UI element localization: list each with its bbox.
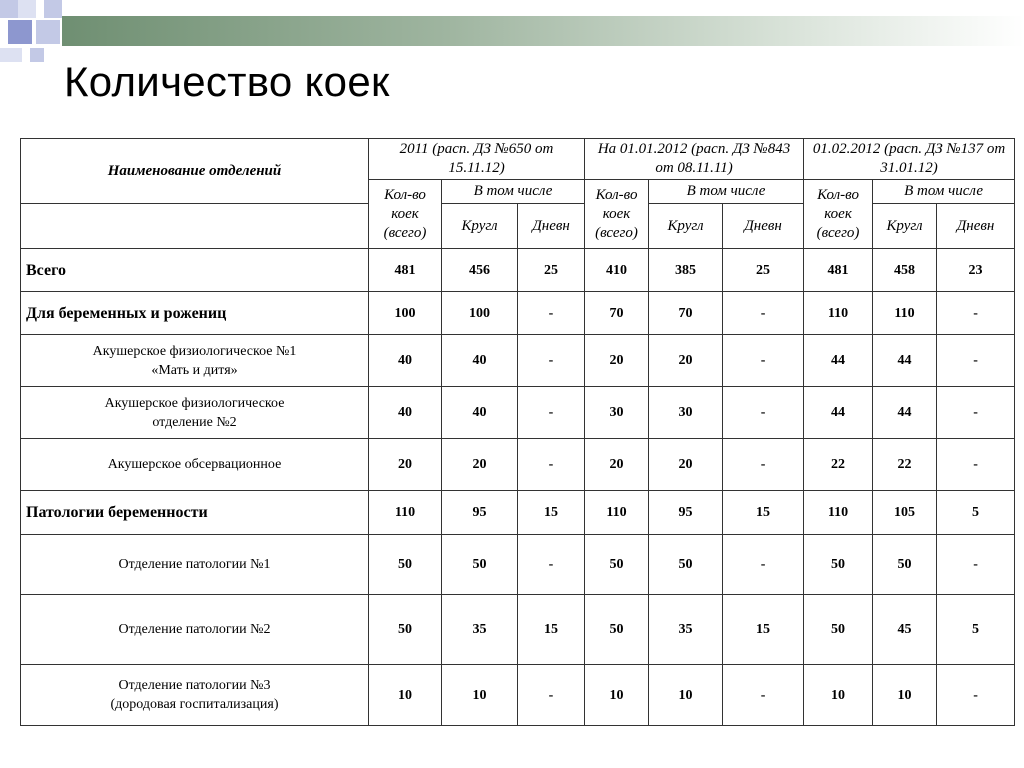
bed-count-cell: 15 <box>518 491 585 535</box>
bed-count-cell: 45 <box>873 595 937 665</box>
table-row <box>21 535 1015 595</box>
bed-count-cell: - <box>518 335 585 387</box>
bed-count-cell: 458 <box>873 249 937 292</box>
col-including-header: В том числе <box>442 180 585 204</box>
department-name-line: (дородовая госпитализация) <box>110 697 279 712</box>
bed-count-cell: - <box>518 535 585 595</box>
col-round-header: Кругл <box>873 204 937 249</box>
bed-count-cell: 95 <box>649 491 723 535</box>
bed-count-cell: 20 <box>649 335 723 387</box>
bed-count-cell: 40 <box>442 387 518 439</box>
bed-count-cell: 50 <box>873 535 937 595</box>
bed-count-cell: 105 <box>873 491 937 535</box>
department-name-line: Отделение патологии №1 <box>118 557 271 572</box>
col-day-header: Дневн <box>723 204 804 249</box>
department-name <box>21 292 369 335</box>
bed-count-cell: 22 <box>804 439 873 491</box>
bed-count-cell: - <box>723 665 804 726</box>
bed-count-cell: 110 <box>585 491 649 535</box>
department-name <box>21 535 369 595</box>
bed-count-cell: 100 <box>442 292 518 335</box>
bed-count-cell: 25 <box>518 249 585 292</box>
department-name <box>21 335 369 387</box>
department-name-line: Акушерское физиологическое <box>104 395 285 411</box>
bed-count-cell: - <box>937 292 1015 335</box>
decorative-square <box>0 0 18 18</box>
name-column-header: Наименование отделений <box>21 139 369 204</box>
department-name-line: «Мать и дитя» <box>151 362 238 378</box>
bed-count-cell: 50 <box>369 535 442 595</box>
bed-count-cell: 35 <box>442 595 518 665</box>
bed-count-cell: 50 <box>649 535 723 595</box>
decorative-square <box>36 20 60 44</box>
bed-count-cell: 40 <box>369 387 442 439</box>
bed-count-cell: 15 <box>723 595 804 665</box>
bed-count-cell: - <box>518 439 585 491</box>
table-row <box>21 387 1015 439</box>
bed-count-cell: 15 <box>518 595 585 665</box>
department-name <box>21 439 369 491</box>
bed-count-cell: - <box>723 439 804 491</box>
bed-count-cell: - <box>723 387 804 439</box>
period-header-01-01-2012: На 01.01.2012 (расп. ДЗ №843 от 08.11.11) <box>585 139 804 180</box>
bed-count-cell: - <box>723 535 804 595</box>
bed-count-cell: 44 <box>873 387 937 439</box>
bed-count-cell: 385 <box>649 249 723 292</box>
bed-count-cell: 5 <box>937 491 1015 535</box>
decorative-square <box>30 48 44 62</box>
bed-count-cell: 20 <box>585 439 649 491</box>
bed-count-cell: 70 <box>649 292 723 335</box>
bed-count-cell: 50 <box>442 535 518 595</box>
bed-count-cell: 410 <box>585 249 649 292</box>
col-day-header: Дневн <box>937 204 1015 249</box>
bed-count-cell: - <box>937 535 1015 595</box>
bed-count-cell: 50 <box>369 595 442 665</box>
bed-count-cell: 10 <box>369 665 442 726</box>
slide-title: Количество коек <box>64 58 390 105</box>
bed-count-cell: 20 <box>649 439 723 491</box>
bed-count-cell: 50 <box>804 595 873 665</box>
col-day-header: Дневн <box>518 204 585 249</box>
bed-count-cell: 10 <box>873 665 937 726</box>
bed-count-cell: - <box>937 665 1015 726</box>
department-name-line: Отделение патологии №2 <box>118 622 271 637</box>
table-row <box>21 249 1015 292</box>
table-row <box>21 439 1015 491</box>
department-name-line: Акушерское обсервационное <box>107 457 282 472</box>
col-total-header: Кол-во коек (всего) <box>369 180 442 249</box>
bed-count-cell: 40 <box>369 335 442 387</box>
decorative-square <box>44 0 62 18</box>
bed-count-cell: - <box>518 665 585 726</box>
bed-count-cell: 30 <box>585 387 649 439</box>
col-round-header: Кругл <box>442 204 518 249</box>
table-row <box>21 292 1015 335</box>
bed-count-cell: 23 <box>937 249 1015 292</box>
bed-count-cell: 44 <box>804 387 873 439</box>
bed-count-cell: 100 <box>369 292 442 335</box>
bed-count-cell: 70 <box>585 292 649 335</box>
department-name <box>21 491 369 535</box>
bed-count-cell: 40 <box>442 335 518 387</box>
department-name-line: Для беременных и рожениц <box>26 304 227 322</box>
bed-count-cell: 20 <box>369 439 442 491</box>
col-total-header: Кол-во коек (всего) <box>585 180 649 249</box>
bed-count-cell: 10 <box>804 665 873 726</box>
department-name <box>21 665 369 726</box>
bed-count-cell: - <box>937 335 1015 387</box>
department-name <box>21 387 369 439</box>
bed-count-cell: 50 <box>804 535 873 595</box>
header-decoration-band <box>62 16 1024 46</box>
bed-count-cell: 110 <box>804 292 873 335</box>
bed-count-cell: 44 <box>804 335 873 387</box>
beds-table <box>20 138 1015 726</box>
period-header-01-02-2012: 01.02.2012 (расп. ДЗ №137 от 31.01.12) <box>804 139 1015 180</box>
bed-count-cell: - <box>518 292 585 335</box>
department-name-line: отделение №2 <box>152 414 237 430</box>
bed-count-cell: 10 <box>442 665 518 726</box>
department-name-line: Патологии беременности <box>26 504 208 521</box>
bed-count-cell: 44 <box>873 335 937 387</box>
bed-count-cell: 20 <box>585 335 649 387</box>
bed-count-cell: 481 <box>804 249 873 292</box>
bed-count-cell: - <box>723 335 804 387</box>
bed-count-cell: 110 <box>369 491 442 535</box>
bed-count-cell: 15 <box>723 491 804 535</box>
col-round-header: Кругл <box>649 204 723 249</box>
bed-count-cell: - <box>937 387 1015 439</box>
decorative-square <box>18 0 36 18</box>
table-row <box>21 665 1015 726</box>
table-row <box>21 595 1015 665</box>
department-name <box>21 595 369 665</box>
bed-count-cell: - <box>723 292 804 335</box>
decorative-square <box>0 48 22 62</box>
bed-count-cell: 456 <box>442 249 518 292</box>
department-name-line: Акушерское физиологическое №1 <box>92 343 297 359</box>
bed-count-cell: 35 <box>649 595 723 665</box>
bed-count-cell: 10 <box>585 665 649 726</box>
bed-count-cell: 10 <box>649 665 723 726</box>
bed-count-cell: 22 <box>873 439 937 491</box>
col-including-header: В том числе <box>873 180 1015 204</box>
bed-count-cell: 25 <box>723 249 804 292</box>
bed-count-cell: 50 <box>585 595 649 665</box>
bed-count-cell: 50 <box>585 535 649 595</box>
department-name <box>21 249 369 292</box>
col-including-header: В том числе <box>649 180 804 204</box>
bed-count-cell: - <box>518 387 585 439</box>
decorative-square <box>8 20 32 44</box>
department-name-line: Отделение патологии №3 <box>118 678 271 693</box>
table-row <box>21 491 1015 535</box>
bed-count-cell: 5 <box>937 595 1015 665</box>
bed-count-cell: 110 <box>804 491 873 535</box>
period-header-2011: 2011 (расп. ДЗ №650 от 15.11.12) <box>369 139 585 180</box>
bed-count-cell: 20 <box>442 439 518 491</box>
col-total-header: Кол-во коек (всего) <box>804 180 873 249</box>
bed-count-cell: 481 <box>369 249 442 292</box>
bed-count-cell: 95 <box>442 491 518 535</box>
bed-count-cell: 30 <box>649 387 723 439</box>
empty-header-cell <box>21 204 369 249</box>
bed-count-cell: - <box>937 439 1015 491</box>
department-name-line: Всего <box>26 261 66 279</box>
table-row <box>21 335 1015 387</box>
bed-count-cell: 110 <box>873 292 937 335</box>
